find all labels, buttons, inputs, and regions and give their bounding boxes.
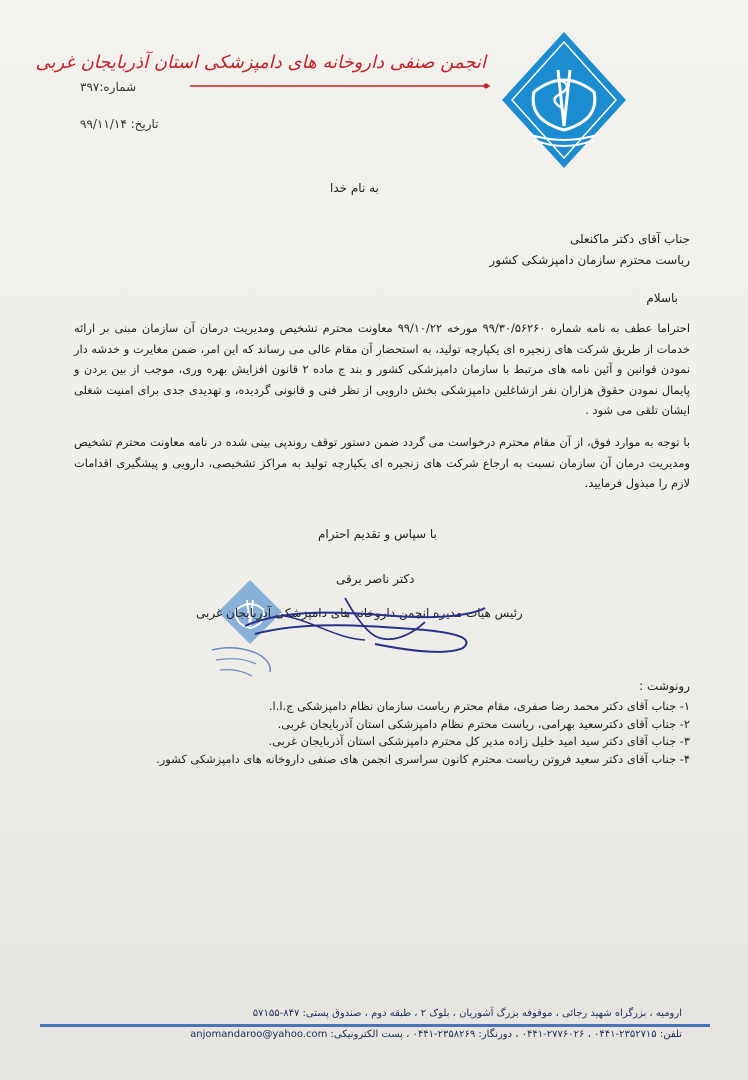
basmala: به نام خدا: [330, 181, 379, 195]
body-paragraph-2: با توجه به موارد فوق، از آن مقام محترم درخواست می گردد ضمن دستور توقف روندپی بینی شده در نامه معاونت محترم تشخیص ومدیریت درمان آن سازمان نسبت به ارجاع شرکت های زنجیره ای یکپارچه تولید به مراکز تشخیصی، دارویی و پیشگیری اقدامات لازم را مبذول فرمایید.: [74, 435, 690, 490]
letter-date-value: ۹۹/۱۱/۱۴: [80, 117, 127, 131]
letter-number: [80, 80, 136, 94]
signer-name: دکتر ناصر برقی: [336, 572, 415, 586]
letter-number-value: ۳۹۷: [80, 80, 100, 94]
cc-item: ۴- جناب آقای دکتر سعید فروتن ریاست محترم کانون سراسری انجمن های صنفی داروخانه های دامپزشکی کشور.: [156, 751, 690, 766]
greeting: باسلام: [646, 291, 678, 305]
cc-heading: رونوشت :: [639, 679, 690, 693]
footer-divider: [40, 1024, 710, 1027]
cc-item: ۳- جناب آقای دکتر سید امید خلیل زاده مدیر کل محترم دامپزشکی استان آذربایجان غربی.: [268, 734, 690, 748]
signature: [225, 586, 495, 656]
org-name-underline: [190, 82, 490, 90]
letter-number-label: شماره:: [99, 80, 137, 94]
addressee-title: ریاست محترم سازمان دامپزشکی کشور: [489, 253, 690, 267]
closing: با سپاس و تقدیم احترام: [318, 527, 437, 541]
letter-date: [80, 117, 159, 131]
footer-contact: [190, 1029, 682, 1040]
body-paragraph-1: احتراما عطف به نامه شماره ۹۹/۳۰/۵۶۲۶۰ مورخه ۹۹/۱۰/۲۲ معاونت محترم تشخیص ومدیریت درمان آن سازمان مبنی بر ارائه خدمات از طریق شرکت های زنجیره ای یکپارچه تولید، به استحضار آن مقام عالی می رساند که این امر، ضمن مغایرت و خدشه دار نمودن قوانین و آئین نامه های مرتبط با سازمان دامپزشکی کشور و بند ج ماده ۲ قانون افزایش بهره وری، موجب از بین بردن و پایمال نمودن حقوق هزاران نفر ازشاغلین دامپزشکی بخش دارویی از نظر فنی و قانونی گردیده، و تهدیدی جدی برای امنیت شغلی ایشان تلقی می شود .: [74, 321, 690, 417]
footer-phones: تلفن: ۲۳۵۲۷۱۵-۰۴۴۱ ، ۲۷۷۶۰۲۶-۰۴۴۱ ، دورنگار: ۲۳۵۸۲۶۹-۰۴۴۱ ، پست الکترونیکی:: [330, 1029, 682, 1040]
org-name: انجمن صنفی داروخانه های دامپزشکی استان آذربایجان غربی: [35, 52, 486, 73]
cc-list: [156, 698, 690, 768]
footer-address: ارومیه ، بزرگراه شهید رجائی ، موقوفه بزرگ آشوریان ، بلوک ۲ ، طبقه دوم ، صندوق پستی: ۸۴۷-۵۷۱۵۵: [252, 1008, 682, 1019]
association-logo: [500, 30, 628, 170]
cc-item: ۱- جناب آقای دکتر محمد رضا صفری، مقام محترم ریاست سازمان نظام دامپزشکی ج.ا.ا.: [268, 699, 690, 713]
footer-email: anjomandaroo@yahoo.com: [190, 1029, 328, 1040]
cc-item: ۲- جناب آقای دکترسعید بهرامی، ریاست محترم نظام دامپزشکی استان آذربایجان غربی.: [277, 716, 690, 731]
addressee-name: جناب آقای دکتر ماکنعلی: [569, 232, 690, 246]
letter-date-label: تاریخ:: [130, 117, 159, 131]
signer-title: رئیس هیات مدیره انجمن داروخانه های دامپزشکی آذربایجان غربی: [196, 606, 523, 620]
